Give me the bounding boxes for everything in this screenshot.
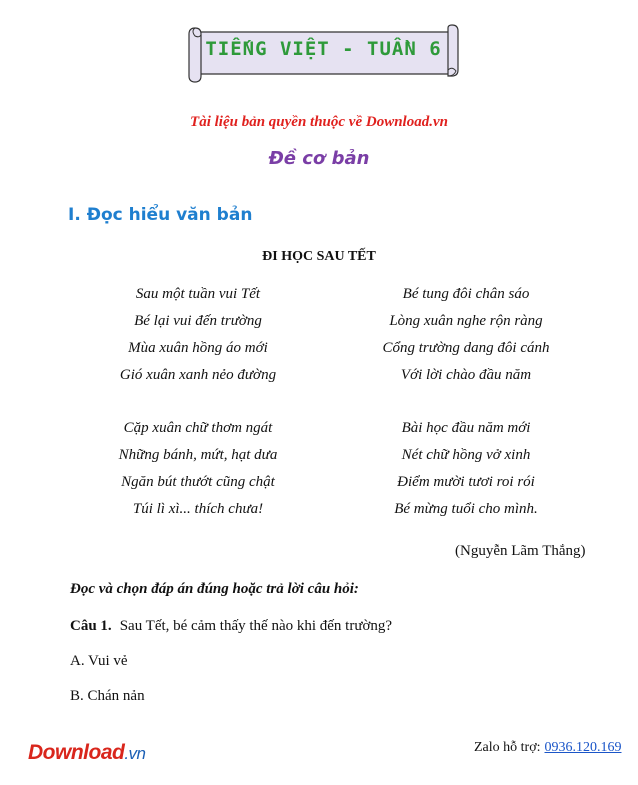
zalo-label: Zalo hỗ trợ: (474, 740, 541, 755)
poem-line: Sau một tuần vui Tết (135, 286, 261, 302)
question-number: Câu 1. (70, 618, 112, 634)
poem-line: Ngăn bút thướt cũng chật (121, 474, 275, 490)
download-vn-logo[interactable] (28, 741, 146, 765)
poem-line: Điểm mười tươi roi rói (397, 474, 535, 490)
poem-line: Gió xuân xanh nẻo đường (119, 367, 277, 383)
answer-option-b: B. Chán nản (70, 688, 145, 704)
question-1 (70, 618, 392, 635)
poem-line: Nét chữ hồng vở xinh (401, 447, 531, 463)
page-title: TIẾNG VIỆT - TUẦN 6 (205, 38, 442, 60)
poem-stanza-2-left (68, 415, 328, 523)
answer-option-a: A. Vui vẻ (70, 653, 128, 669)
poem-line: Bé mừng tuổi cho mình. (394, 501, 538, 517)
exam-level-subtitle: Đề cơ bản (268, 148, 370, 169)
title-banner (186, 24, 461, 86)
poem-line: Bé tung đôi chân sáo (402, 286, 530, 302)
zalo-support (474, 740, 622, 756)
poem-line: Mùa xuân hồng áo mới (128, 340, 268, 356)
logo-text: Download (28, 741, 125, 764)
zalo-phone-link[interactable]: 0936.120.169 (544, 740, 622, 755)
poem-line: Bé lại vui đến trường (134, 313, 262, 329)
copyright-notice: Tài liệu bản quyền thuộc về Download.vn (190, 114, 448, 130)
poem-line: Bài học đầu năm mới (401, 420, 531, 436)
poem-stanza-1-left (68, 281, 328, 389)
poem-stanza-2-right (336, 415, 596, 523)
section-heading: I. Đọc hiểu văn bản (68, 205, 253, 225)
poem-line: Cặp xuân chữ thơm ngát (123, 420, 273, 436)
poem-title: ĐI HỌC SAU TẾT (262, 249, 376, 264)
poem-line: Cổng trường dang đôi cánh (382, 340, 550, 356)
poem-stanza-1-right (336, 281, 596, 389)
poem-author: (Nguyễn Lãm Thắng) (455, 543, 586, 559)
poem-line: Với lời chào đầu năm (400, 367, 532, 383)
poem-line: Túi lì xì... thích chưa! (132, 501, 264, 517)
poem-line: Những bánh, mứt, hạt dưa (118, 447, 278, 463)
question-text: Sau Tết, bé cảm thấy thế nào khi đến trường? (119, 618, 393, 634)
poem-line: Lòng xuân nghe rộn ràng (389, 313, 543, 329)
logo-domain: .vn (124, 744, 146, 763)
instruction-text: Đọc và chọn đáp án đúng hoặc trả lời câu hỏi: (70, 581, 359, 597)
